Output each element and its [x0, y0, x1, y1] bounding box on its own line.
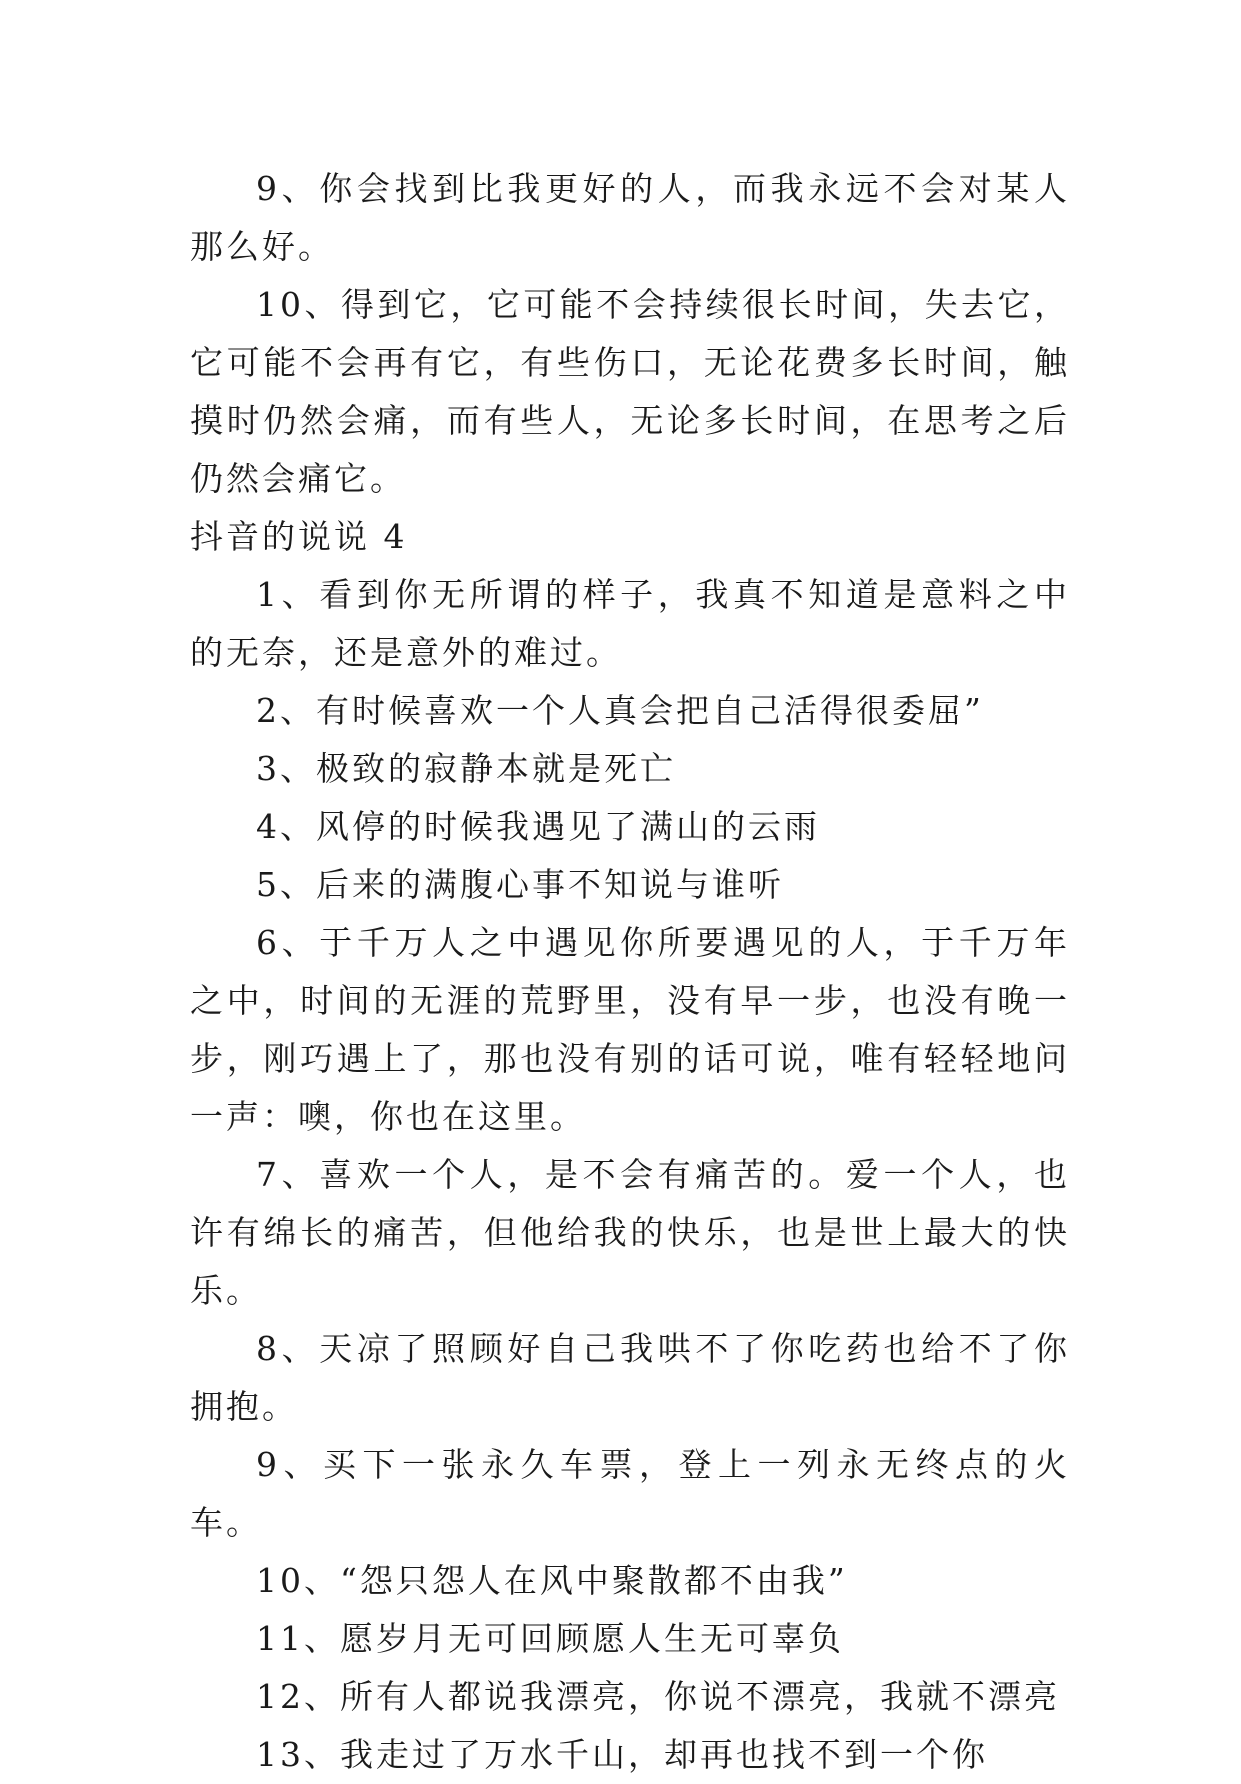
list-item: 4、风停的时候我遇见了满山的云雨 — [256, 807, 820, 846]
paragraph-item-10: 10、得到它，它可能不会持续很长时间，失去它，它可能不会再有它，有些伤口，无论花费多长时间，触摸时仍然会痛，而有些人，无论多长时间，在思考之后仍然会痛它。 — [190, 285, 1070, 498]
list-item: 9、买下一张永久车票，登上一列永无终点的火车。 — [190, 1445, 1070, 1542]
list-item: 3、极致的寂静本就是死亡 — [256, 749, 676, 788]
list-item: 7、喜欢一个人，是不会有痛苦的。爱一个人，也许有绵长的痛苦，但他给我的快乐，也是世上最大的快乐。 — [190, 1155, 1070, 1310]
list-item: 12、所有人都说我漂亮，你说不漂亮，我就不漂亮 — [256, 1677, 1060, 1716]
list-item: 5、后来的满腹心事不知说与谁听 — [256, 865, 784, 904]
document-body — [190, 160, 1070, 1784]
list-item: 11、愿岁月无可回顾愿人生无可辜负 — [256, 1619, 844, 1658]
section-heading: 抖音的说说 4 — [190, 517, 408, 556]
list-item: 13、我走过了万水千山，却再也找不到一个你 — [256, 1735, 988, 1774]
list-item: 1、看到你无所谓的样子，我真不知道是意料之中的无奈，还是意外的难过。 — [190, 575, 1070, 672]
list-item: 2、有时候喜欢一个人真会把自己活得很委屈” — [256, 691, 984, 730]
list-item: 8、天凉了照顾好自己我哄不了你吃药也给不了你拥抱。 — [190, 1329, 1070, 1426]
list-item: 6、于千万人之中遇见你所要遇见的人，于千万年之中，时间的无涯的荒野里，没有早一步，也没有晚一步，刚巧遇上了，那也没有别的话可说，唯有轻轻地问一声：噢，你也在这里。 — [190, 923, 1070, 1136]
paragraph-item-9: 9、你会找到比我更好的人，而我永远不会对某人那么好。 — [190, 169, 1070, 266]
list-item: 10、“怨只怨人在风中聚散都不由我” — [256, 1561, 848, 1600]
